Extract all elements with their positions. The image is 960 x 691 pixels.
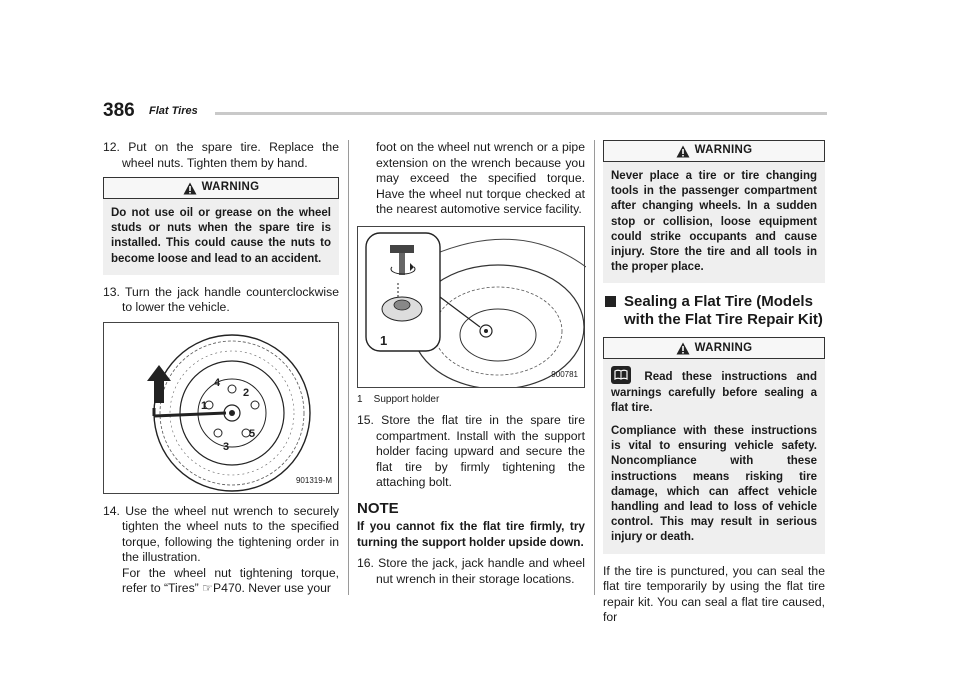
step-13: 13. Turn the jack handle counterclockwise to lower the vehicle.: [103, 284, 339, 315]
compliance-text: Compliance with these instructions is vital to ensuring vehicle safety. Noncompliance with these instructions means risking tire damage, which can affect vehicle handling and lead to loss of vehicle control. This may result in serious injury or death.: [611, 425, 817, 544]
page-number: 386: [103, 100, 135, 121]
order-label-2: 2: [243, 386, 250, 399]
figure-code: 900781: [551, 370, 578, 379]
section-subheading: [603, 293, 825, 329]
step-15: 15. Store the flat tire in the spare tire compartment. Install with the support holder facing upward and secure the flat tire by firmly tightening the attaching bolt.: [357, 413, 585, 489]
wheel-illustration: [104, 323, 340, 493]
order-label-1: 1: [201, 399, 208, 412]
header-rule: [215, 112, 827, 115]
warning-text: [603, 359, 825, 553]
step-14: 14. Use the wheel nut wrench to securely tighten the wheel nuts to the specified torque, following the tightening order in the illustration.: [103, 503, 339, 565]
warning-title: WARNING: [694, 144, 753, 157]
step-14-torque: For the wheel nut tightening torque, refer to “Tires” ☞P470. Never use your: [122, 565, 339, 596]
read-instructions-line: [611, 366, 817, 416]
order-label-5: 5: [249, 427, 256, 440]
order-label-4: 4: [214, 376, 221, 389]
warning-title: WARNING: [694, 341, 753, 354]
order-label-3: 3: [223, 440, 230, 453]
warning-triangle-icon: [676, 145, 690, 158]
figure-wheel-nut-order: [103, 322, 339, 494]
warning-text: Do not use oil or grease on the wheel studs or nuts when the spare tire is installed. This could cause the nuts to become loose and lead to an accident.: [111, 207, 331, 265]
support-holder-label: 1: [380, 332, 388, 348]
warning-triangle-icon: [183, 182, 197, 195]
column-divider-2: [594, 140, 595, 595]
column-1: [103, 140, 339, 597]
subheading-text: Sealing a Flat Tire (Models with the Flat Tire Repair Kit): [624, 293, 823, 329]
column-divider-1: [348, 140, 349, 595]
warning-header: [603, 337, 825, 359]
square-bullet-icon: [605, 296, 616, 307]
note-body: If you cannot fix the flat tire firmly, try turning the support holder upside down.: [357, 519, 585, 549]
warning-title: WARNING: [201, 181, 260, 194]
warning-box-3: [603, 337, 825, 553]
section-title: Flat Tires: [149, 105, 198, 117]
warning-text: Never place a tire or tire changing tools in the passenger compartment after changing wheels. In a sudden stop or collision, loose equipment could strike occupants and cause injury. Store the tire and all tools in the proper place.: [611, 170, 817, 274]
warning-triangle-icon: [676, 342, 690, 355]
figure-caption: 1 Support holder: [357, 393, 440, 405]
figure-code: 901319-M: [295, 476, 332, 486]
column-2: [357, 140, 585, 593]
step-14-continued: foot on the wheel nut wrench or a pipe extension on the wrench because you may exceed the specified torque. Have the wheel nut torque checked at the nearest automotive service facility.: [376, 140, 585, 216]
note-title: NOTE: [357, 499, 399, 517]
warning-header: [603, 140, 825, 162]
warning-box-1: [103, 177, 339, 275]
read-instructions-text: Read these instructions and warnings carefully before sealing a flat tire.: [611, 371, 817, 414]
step-12: 12. Put on the spare tire. Replace the wheel nuts. Tighten them by hand.: [103, 140, 339, 170]
step-16: 16. Store the jack, jack handle and wheel nut wrench in their storage locations.: [357, 556, 585, 586]
warning-header: [103, 177, 339, 199]
figure-support-holder: [357, 226, 585, 388]
body-paragraph: If the tire is punctured, you can seal the flat tire temporarily by using the flat tire repair kit. You can seal a flat tire caused, for: [603, 563, 825, 625]
spare-tire-illustration: [358, 227, 586, 387]
warning-box-2: [603, 140, 825, 283]
manual-book-icon: [611, 366, 631, 384]
page-header: [103, 100, 827, 122]
column-3: [603, 140, 825, 626]
